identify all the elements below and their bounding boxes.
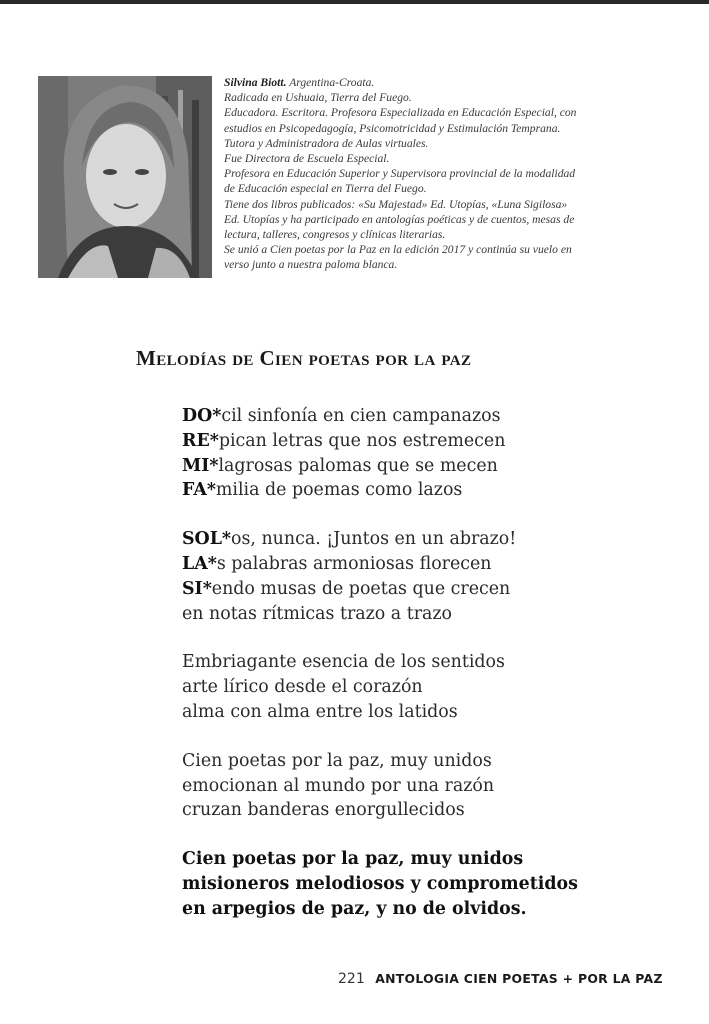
- page-number: 221: [338, 971, 365, 987]
- poem-line: [182, 527, 578, 552]
- author-portrait-image: [38, 76, 212, 278]
- poem-line: [182, 552, 578, 577]
- author-bio: [224, 75, 670, 273]
- bio-line: Educadora. Escritora. Profesora Especializada en Educación Especial, con: [224, 106, 577, 120]
- line-text: en notas rítmicas trazo a trazo: [182, 603, 453, 624]
- note-syllable: SI*: [182, 578, 212, 599]
- stanza-3: [182, 650, 578, 724]
- poem-line: alma con alma entre los latidos: [182, 701, 458, 722]
- stanza-5: [182, 847, 578, 921]
- poem-line: [182, 404, 578, 429]
- author-name: Silvina Biott.: [224, 76, 287, 89]
- note-syllable: MI*: [182, 455, 219, 476]
- note-syllable: RE*: [182, 430, 219, 451]
- bio-line: Tiene dos libros publicados: «Su Majestad» Ed. Utopías, «Luna Sigilosa»: [224, 197, 568, 211]
- line-text: pican letras que nos estremecen: [218, 430, 506, 451]
- line-text: cil sinfonía en cien campanazos: [221, 406, 501, 426]
- line-text: milia de poemas como lazos: [215, 480, 463, 501]
- bio-line: Tutora y Administradora de Aulas virtuales.: [224, 136, 429, 150]
- line-text: endo musas de poetas que crecen: [211, 578, 511, 599]
- poem-line: emocionan al mundo por una razón: [182, 775, 495, 796]
- line-text: s palabras armoniosas florecen: [216, 553, 492, 574]
- poem-line: arte lírico desde el corazón: [182, 677, 423, 698]
- stanza-1: [182, 404, 578, 503]
- note-syllable: LA*: [182, 553, 217, 574]
- poem-line: Embriagante esencia de los sentidos: [182, 652, 505, 673]
- poem-line: Cien poetas por la paz, muy unidos: [182, 849, 524, 870]
- poem-line: cruzan banderas enorgullecidos: [182, 800, 465, 821]
- bio-line: Fue Directora de Escuela Especial.: [224, 152, 390, 166]
- page-footer: [338, 971, 663, 987]
- bio-line-name: [224, 75, 670, 90]
- poem-line: [182, 577, 578, 602]
- bio-line: verso junto a nuestra paloma blanca.: [224, 258, 398, 272]
- line-text: lagrosas palomas que se mecen: [218, 455, 498, 476]
- poem-body: [182, 404, 578, 946]
- author-photo: [38, 76, 212, 278]
- poem-title: Melodías de Cien poetas por la paz: [136, 346, 472, 370]
- poem-line: [182, 454, 578, 479]
- poem-line: en arpegios de paz, y no de olvidos.: [182, 898, 527, 919]
- bio-line: de Educación especial en Tierra del Fuego.: [224, 182, 427, 196]
- stanza-2: [182, 527, 578, 626]
- stanza-4: [182, 749, 578, 823]
- note-syllable: FA*: [182, 480, 216, 501]
- poem-line: misioneros melodiosos y comprometidos: [182, 873, 578, 894]
- top-border: [0, 0, 709, 4]
- author-origin: Argentina-Croata.: [286, 76, 375, 89]
- bio-line: Profesora en Educación Superior y Supervisora provincial de la modalidad: [224, 167, 576, 181]
- bio-line: estudios en Psicopedagogía, Psicomotricidad y Estimulación Temprana.: [224, 121, 561, 135]
- line-text: os, nunca. ¡Juntos en un abrazo!: [231, 529, 517, 550]
- poem-line: [182, 429, 578, 454]
- note-syllable: DO*: [182, 406, 222, 426]
- poem-line: Cien poetas por la paz, muy unidos: [182, 750, 492, 771]
- bio-line: Se unió a Cien poetas por la Paz en la edición 2017 y continúa su vuelo en: [224, 243, 572, 257]
- note-syllable: SOL*: [182, 529, 232, 550]
- poem-line: [182, 478, 578, 503]
- bio-line: Radicada en Ushuaia, Tierra del Fuego.: [224, 91, 412, 105]
- anthology-title: ANTOLOGIA CIEN POETAS + POR LA PAZ: [375, 971, 663, 986]
- bio-line: Ed. Utopías y ha participado en antologías poéticas y de cuentos, mesas de: [224, 212, 575, 226]
- bio-line: lectura, talleres, congresos y clínicas literarias.: [224, 228, 446, 242]
- poem-line: [182, 602, 578, 627]
